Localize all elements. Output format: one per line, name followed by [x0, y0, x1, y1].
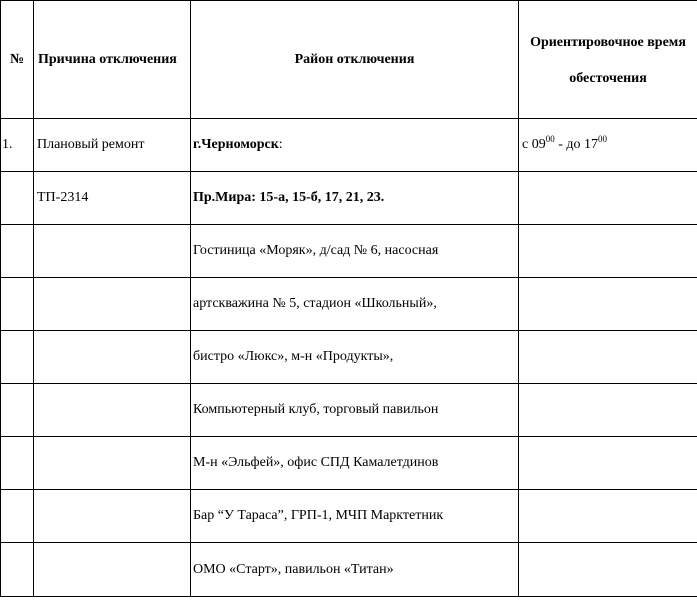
row-time — [519, 543, 697, 597]
row-area: Бар “У Тараса”, ГРП-1, МЧП Марктетник — [191, 490, 519, 543]
row-area: Компьютерный клуб, торговый павильон — [191, 384, 519, 437]
header-time: Ориентировочное время обесточения — [519, 1, 697, 119]
time-prefix: с 09 — [522, 137, 546, 152]
row-time — [519, 225, 697, 278]
time-sup-end: 00 — [598, 134, 608, 144]
row-number: 1. — [1, 119, 34, 172]
table-row — [1, 119, 697, 172]
time-mid: - до 17 — [554, 137, 599, 152]
row-cause — [34, 543, 191, 597]
row-number — [1, 331, 34, 384]
table-row — [1, 384, 697, 437]
row-number — [1, 278, 34, 331]
header-cause: Причина отключения — [34, 1, 191, 119]
row-time — [519, 172, 697, 225]
row-time — [519, 490, 697, 543]
table-row — [1, 543, 697, 597]
row-cause: Плановый ремонт — [34, 119, 191, 172]
row-time — [519, 437, 697, 490]
row-area: бистро «Люкс», м-н «Продукты», — [191, 331, 519, 384]
row-area: ОМО «Старт», павильон «Титан» — [191, 543, 519, 597]
header-number: № — [1, 1, 34, 119]
row-number — [1, 543, 34, 597]
table-row — [1, 172, 697, 225]
row-cause — [34, 490, 191, 543]
table-row — [1, 225, 697, 278]
city-name: г.Черноморск — [193, 137, 279, 152]
row-area: Пр.Мира: 15-а, 15-б, 17, 21, 23. — [191, 172, 519, 225]
table-row — [1, 490, 697, 543]
row-number — [1, 225, 34, 278]
row-area: М-н «Эльфей», офис СПД Камалетдинов — [191, 437, 519, 490]
row-area: Гостиница «Моряк», д/сад № 6, насосная — [191, 225, 519, 278]
row-cause — [34, 331, 191, 384]
table-row — [1, 331, 697, 384]
row-cause — [34, 384, 191, 437]
row-time — [519, 278, 697, 331]
row-number — [1, 172, 34, 225]
time-sup-start: 00 — [545, 134, 555, 144]
row-number — [1, 490, 34, 543]
row-cause: ТП-2314 — [34, 172, 191, 225]
table-row — [1, 437, 697, 490]
header-area: Район отключения — [191, 1, 519, 119]
row-area — [191, 119, 519, 172]
row-area: артскважина № 5, стадион «Школьный», — [191, 278, 519, 331]
row-cause — [34, 278, 191, 331]
table-row — [1, 278, 697, 331]
row-cause — [34, 225, 191, 278]
row-time — [519, 384, 697, 437]
row-number — [1, 384, 34, 437]
table-header-row — [1, 1, 697, 119]
city-colon: : — [278, 137, 283, 152]
row-time — [519, 119, 697, 172]
row-time — [519, 331, 697, 384]
row-cause — [34, 437, 191, 490]
row-number — [1, 437, 34, 490]
